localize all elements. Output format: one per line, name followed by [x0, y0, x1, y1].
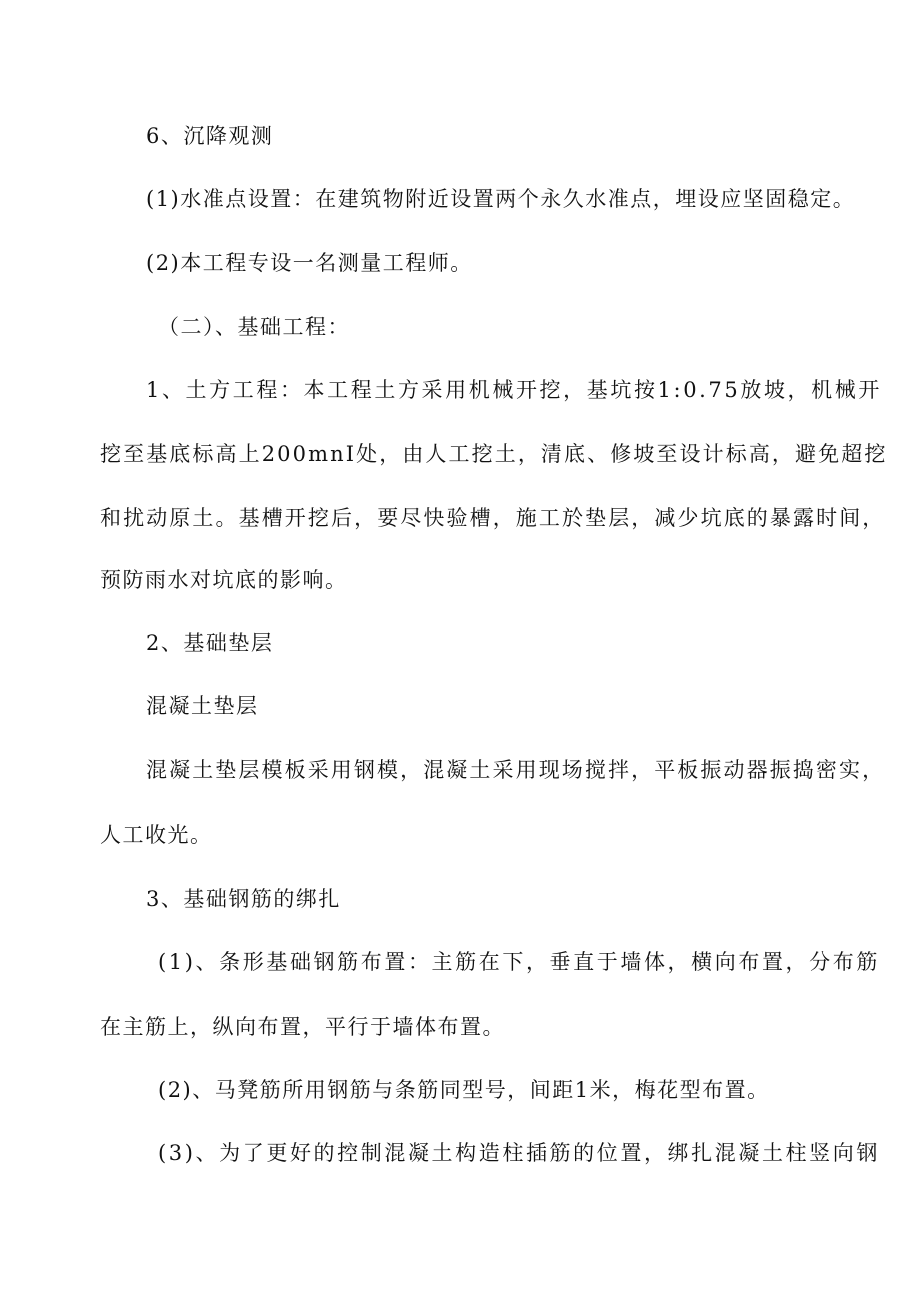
- paragraph-stool-bar: (2)、马凳筋所用钢筋与条筋同型号，间距1米，梅花型布置。: [158, 1078, 770, 1102]
- paragraph-earthwork-line-3: 和扰动原土。基槽开挖后，要尽快验槽，施工於垫层，减少坑底的暴露时间，: [100, 506, 886, 530]
- section-heading-settlement-observation: 6、沉降观测: [146, 124, 274, 148]
- paragraph-strip-footing-line-2: 在主筋上，纵向布置，平行于墙体布置。: [100, 1015, 505, 1039]
- paragraph-cushion-line-2: 人工收光。: [100, 823, 213, 847]
- paragraph-earthwork-line-4: 预防雨水对坑底的影响。: [100, 568, 348, 592]
- section-heading-foundation-works: （二）、基础工程：: [158, 315, 350, 339]
- paragraph-earthwork-line-1: 1、土方工程：本工程土方采用机械开挖，基坑按1:0.75放坡，机械开: [146, 378, 882, 402]
- paragraph-earthwork-line-2: 挖至基底标高上200mnI处，由人工挖土，清底、修坡至设计标高，避免超挖: [100, 442, 888, 466]
- subheading-concrete-cushion: 混凝土垫层: [146, 694, 259, 718]
- paragraph-column-dowel: (3)、为了更好的控制混凝土构造柱插筋的位置，绑扎混凝土柱竖向钢: [158, 1141, 880, 1165]
- section-heading-rebar-binding: 3、基础钢筋的绑扎: [146, 887, 341, 911]
- section-heading-foundation-cushion: 2、基础垫层: [146, 631, 274, 655]
- paragraph-benchmark-setup: (1)水准点设置：在建筑物附近设置两个永久水准点，埋设应坚固稳定。: [146, 187, 856, 211]
- paragraph-cushion-line-1: 混凝土垫层模板采用钢模，混凝土采用现场搅拌，平板振动器振捣密实，: [146, 758, 886, 782]
- paragraph-survey-engineer: (2)本工程专设一名测量工程师。: [146, 251, 473, 275]
- paragraph-strip-footing-line-1: (1)、条形基础钢筋布置：主筋在下，垂直于墙体，横向布置，分布筋: [158, 950, 880, 974]
